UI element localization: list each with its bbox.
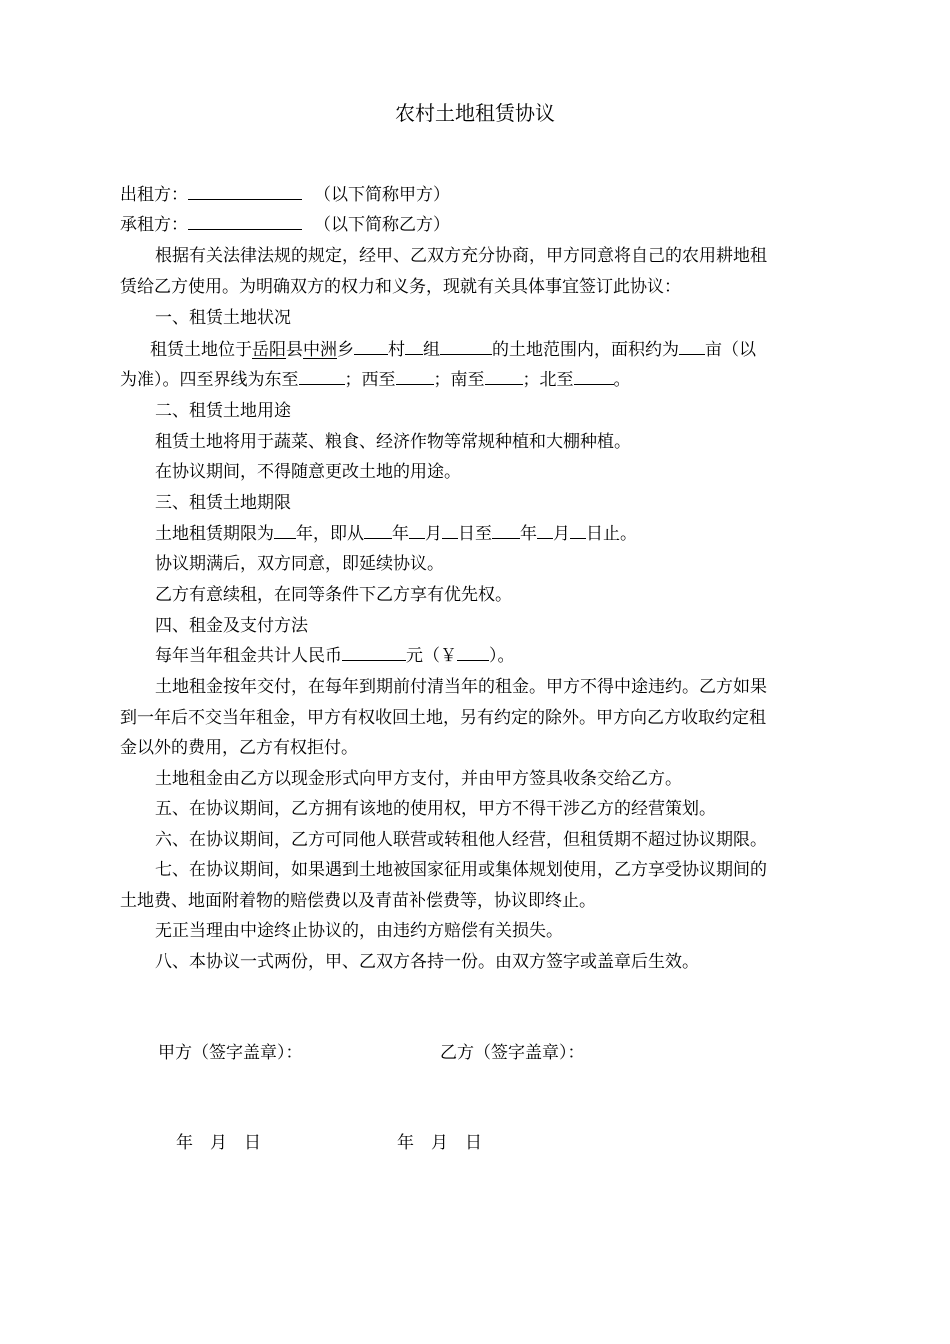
rent-amount-blank[interactable] [342, 646, 406, 661]
county-value: 岳阳 [252, 340, 286, 360]
rent-payment-line-2: 到一年后不交当年租金，甲方有权收回土地，另有约定的除外。甲方向乙方收取约定租 [120, 708, 766, 728]
rent-number-blank[interactable] [457, 646, 489, 661]
south-boundary-blank[interactable] [485, 370, 523, 385]
party-a-date: 年 月 日 [176, 1133, 261, 1153]
land-range-blank[interactable] [440, 340, 492, 355]
lessee-name-blank[interactable] [188, 215, 302, 230]
west-boundary-blank[interactable] [396, 370, 434, 385]
north-boundary-blank[interactable] [574, 370, 614, 385]
term-from-label: 年，即从 [296, 524, 364, 544]
lease-term-line [155, 524, 637, 544]
boundary-west-label: ；西至 [344, 370, 396, 390]
rent-suffix: ）。 [489, 646, 515, 666]
rent-amount-line [155, 646, 515, 666]
term-prefix: 土地租赁期限为 [155, 524, 274, 544]
end-month-blank[interactable] [537, 524, 553, 539]
section-4-heading: 四、租金及支付方法 [155, 616, 308, 636]
renewal-text: 协议期满后，双方同意，即延续协议。 [155, 554, 444, 574]
boundary-end: 。 [613, 370, 631, 390]
land-use-text: 租赁土地将用于蔬菜、粮食、经济作物等常规种植和大棚种植。 [155, 432, 631, 452]
section-3-heading: 三、租赁土地期限 [155, 493, 291, 513]
party-b-signature-label: 乙方（签字盖章）： [440, 1043, 585, 1063]
term-years-blank[interactable] [274, 524, 296, 539]
county-suffix: 县 [286, 340, 303, 360]
end-year-label: 年 [520, 524, 537, 544]
rent-cash-text: 土地租金由乙方以现金形式向甲方支付，并由甲方签具收条交给乙方。 [155, 769, 682, 789]
boundary-north-label: ；北至 [522, 370, 574, 390]
area-prefix: 的土地范围内，面积约为 [492, 340, 679, 360]
township-suffix: 乡 [337, 340, 354, 360]
section-6-text: 六、在协议期间，乙方可同他人联营或转租他人经营，但租赁期不超过协议期限。 [155, 830, 767, 850]
area-suffix: 亩（以 [705, 340, 756, 360]
boundary-east-label: 为准）。四至界线为东至 [120, 370, 299, 390]
rent-yuan-label: 元（￥ [406, 646, 457, 666]
lessor-name-blank[interactable] [188, 185, 302, 200]
section-7-line-2: 土地费、地面附着物的赔偿费以及青苗补偿费等，协议即终止。 [120, 891, 596, 911]
group-suffix: 组 [423, 340, 440, 360]
end-day-label: 日止。 [586, 524, 637, 544]
document-title: 农村土地租赁协议 [395, 101, 555, 125]
section-2-heading: 二、租赁土地用途 [155, 401, 291, 421]
section-8-text: 八、本协议一式两份，甲、乙双方各持一份。由双方签字或盖章后生效。 [155, 952, 699, 972]
end-month-label: 月 [553, 524, 570, 544]
lessor-line [120, 185, 450, 205]
township-value: 中洲 [303, 340, 337, 360]
priority-text: 乙方有意续租，在同等条件下乙方享有优先权。 [155, 585, 512, 605]
rent-prefix: 每年当年租金共计人民币 [155, 646, 342, 666]
location-prefix: 租赁土地位于 [150, 340, 252, 360]
start-day-label: 日至 [458, 524, 492, 544]
lessor-note: （以下简称甲方） [314, 185, 450, 205]
party-a-signature-label: 甲方（签字盖章）： [158, 1043, 303, 1063]
group-blank[interactable] [405, 340, 423, 355]
land-location-line [150, 340, 756, 360]
lessor-label: 出租方： [120, 185, 188, 205]
intro-line-2: 赁给乙方使用。为明确双方的权力和义务，现就有关具体事宜签订此协议： [120, 277, 681, 297]
rent-payment-line-1: 土地租金按年交付，在每年到期前付清当年的租金。甲方不得中途违约。乙方如果 [155, 677, 767, 697]
village-blank[interactable] [354, 340, 388, 355]
end-year-blank[interactable] [492, 524, 520, 539]
start-year-blank[interactable] [364, 524, 392, 539]
village-suffix: 村 [388, 340, 405, 360]
section-7-line-1: 七、在协议期间，如果遇到土地被国家征用或集体规划使用，乙方享受协议期间的 [155, 860, 767, 880]
lessee-note: （以下简称乙方） [314, 215, 450, 235]
land-use-restriction-text: 在协议期间，不得随意更改土地的用途。 [155, 462, 461, 482]
lessee-label: 承租方： [120, 215, 188, 235]
section-5-text: 五、在协议期间，乙方拥有该地的使用权，甲方不得干涉乙方的经营策划。 [155, 799, 716, 819]
start-year-label: 年 [392, 524, 409, 544]
start-day-blank[interactable] [442, 524, 458, 539]
boundary-line [120, 370, 631, 390]
lessee-line [120, 215, 450, 235]
intro-line-1: 根据有关法律法规的规定，经甲、乙双方充分协商，甲方同意将自己的农用耕地租 [155, 246, 767, 266]
party-b-date: 年 月 日 [397, 1133, 482, 1153]
start-month-label: 月 [425, 524, 442, 544]
east-boundary-blank[interactable] [299, 370, 345, 385]
rent-payment-line-3: 金以外的费用，乙方有权拒付。 [120, 738, 358, 758]
start-month-blank[interactable] [409, 524, 425, 539]
area-blank[interactable] [679, 340, 705, 355]
section-1-heading: 一、租赁土地状况 [155, 308, 291, 328]
boundary-south-label: ；南至 [433, 370, 485, 390]
end-day-blank[interactable] [570, 524, 586, 539]
termination-text: 无正当理由中途终止协议的，由违约方赔偿有关损失。 [155, 921, 563, 941]
